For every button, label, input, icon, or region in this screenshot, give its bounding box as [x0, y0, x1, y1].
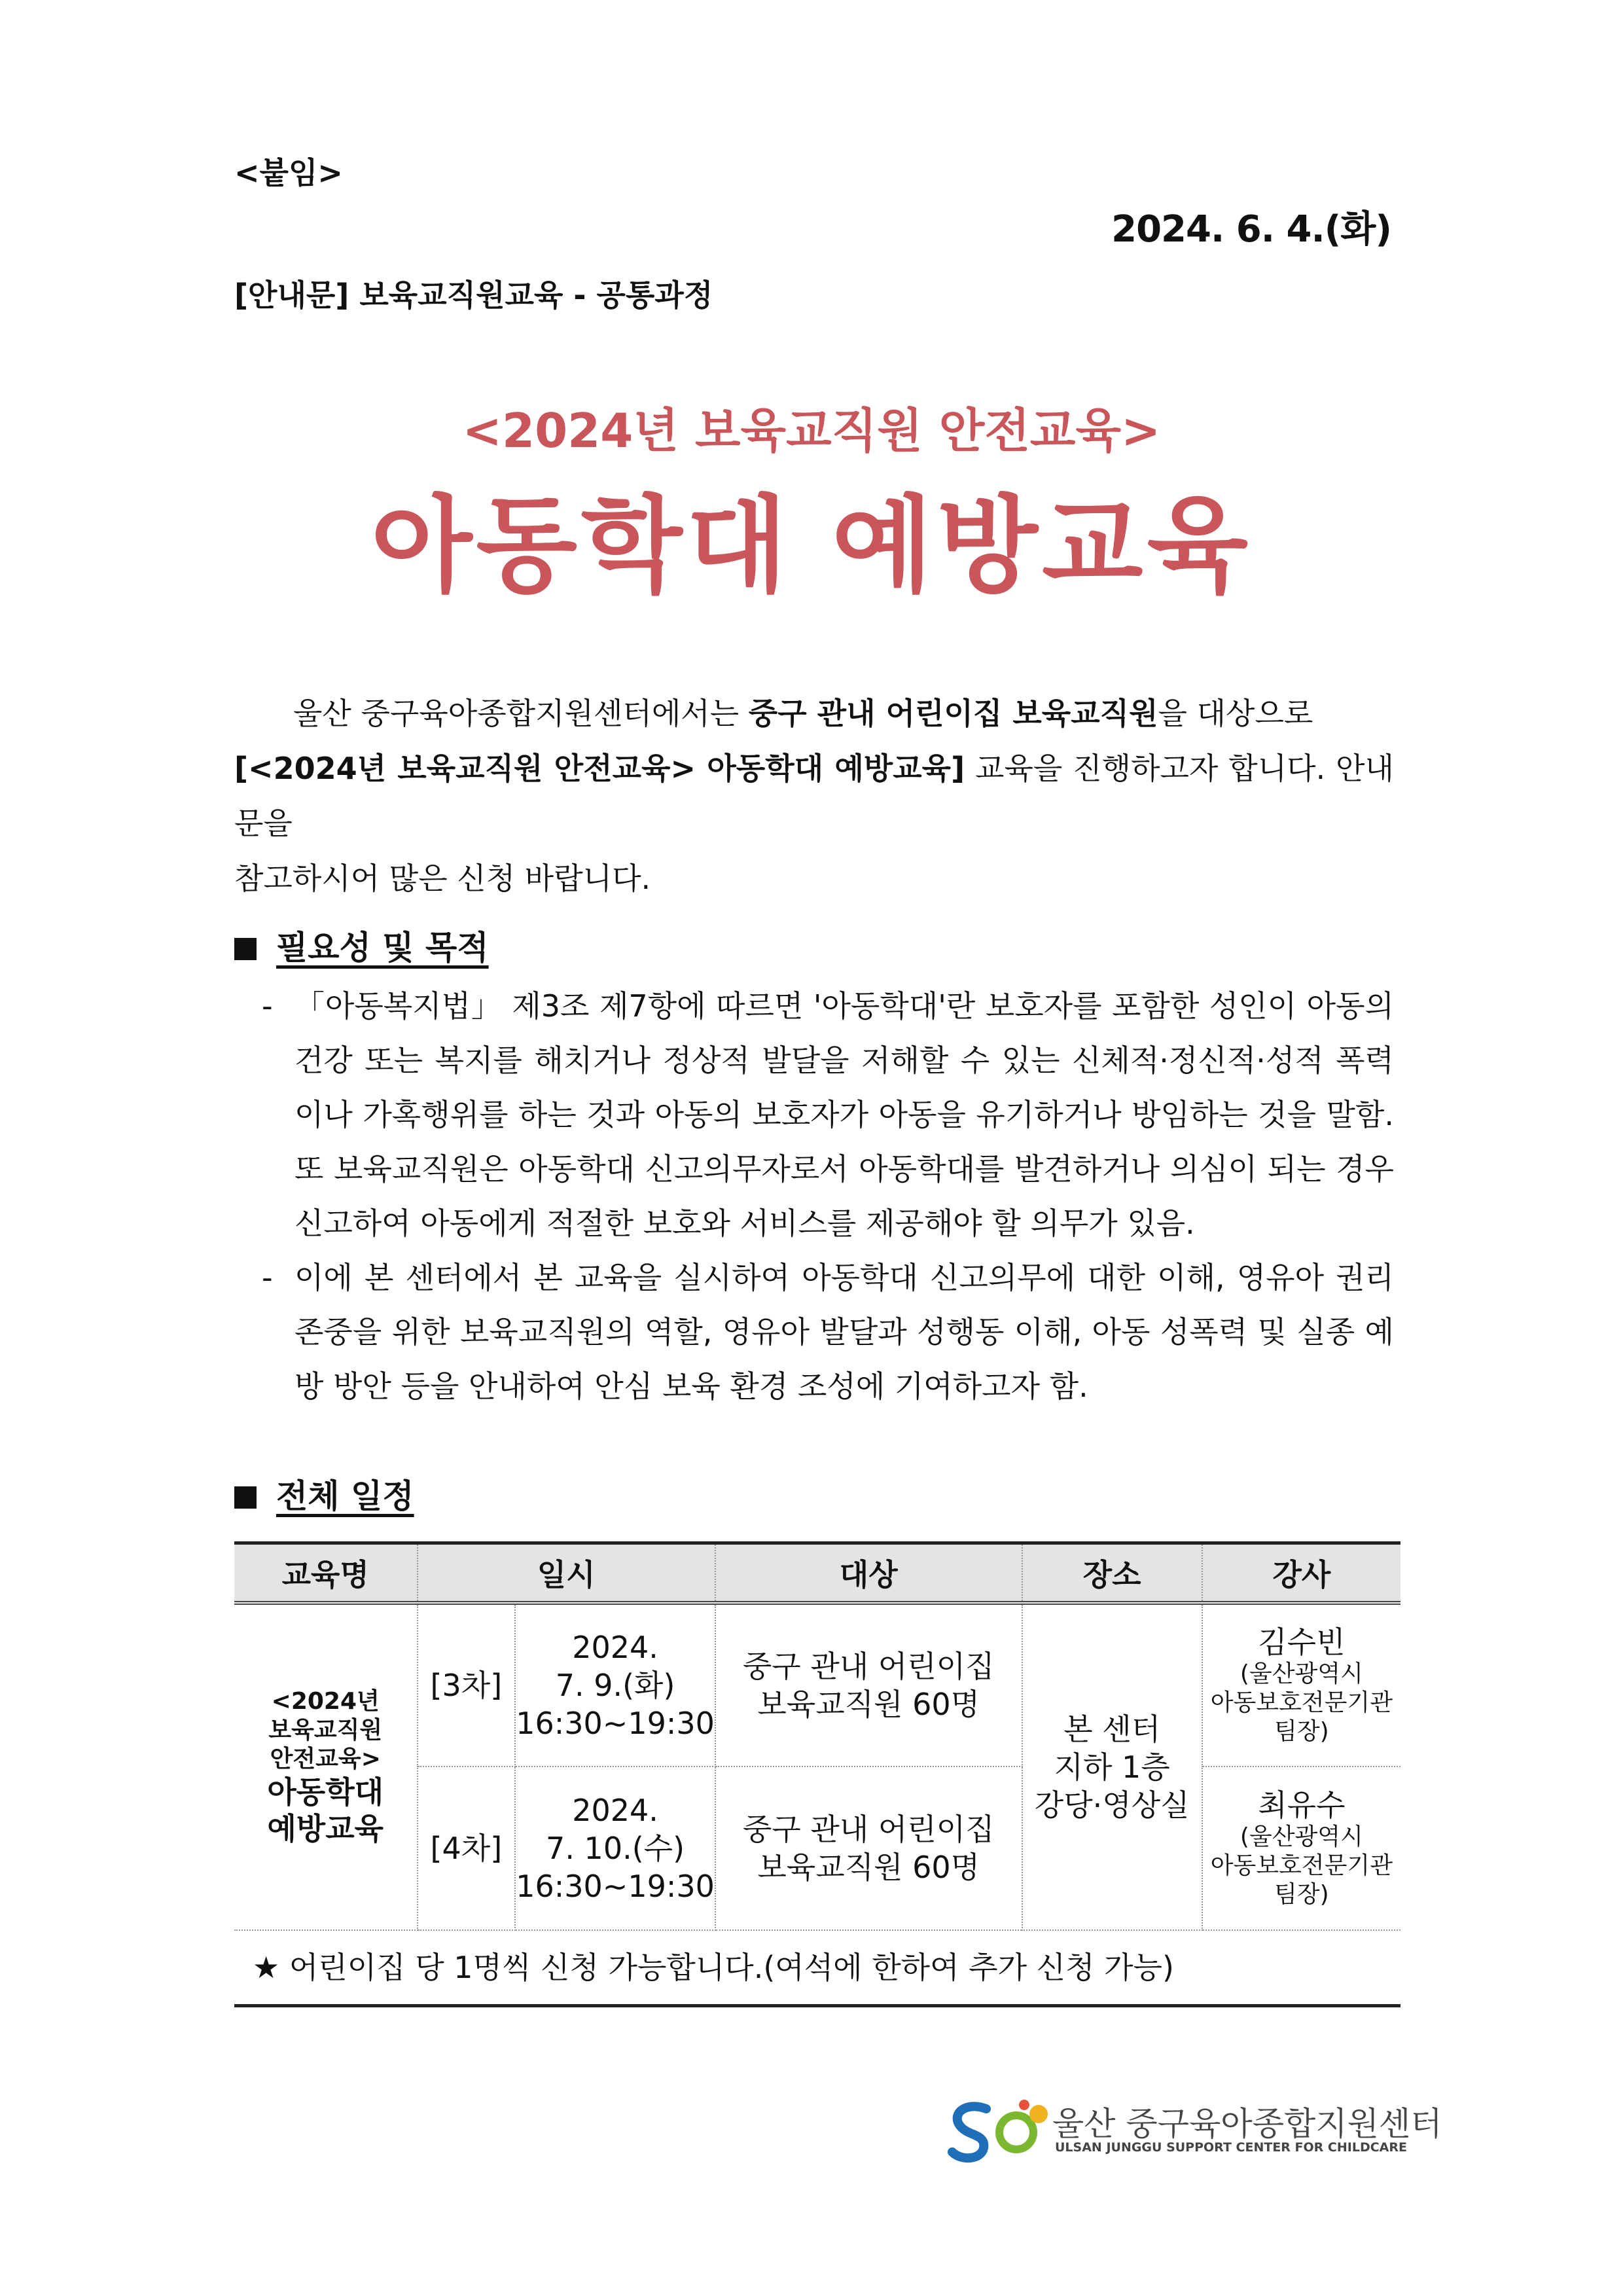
section-heading-purpose: [234, 922, 489, 969]
instructor-org-line: 아동보호전문기관: [1210, 1852, 1393, 1879]
center-name-korean: 울산 중구육아종합지원센터: [1052, 2105, 1442, 2143]
header-course: 교육명: [234, 1543, 418, 1604]
square-bullet-icon: [234, 938, 257, 960]
intro-line-2: [234, 741, 1394, 851]
section-heading-schedule: [234, 1470, 414, 1517]
list-item: [262, 1251, 1394, 1414]
square-bullet-icon: [234, 1486, 257, 1509]
dash-bullet: -: [262, 1260, 273, 1295]
target-cell: [715, 1603, 1022, 1767]
document-date: 2024. 6. 4.(화): [1111, 208, 1391, 251]
table-header-row: [234, 1543, 1400, 1604]
target-line: 보육교직원 60명: [757, 1850, 980, 1885]
purpose-bullet-list: [262, 979, 1394, 1414]
instructor-org-line: 아동보호전문기관: [1210, 1689, 1393, 1716]
course-name-line: 아동학대: [267, 1774, 384, 1810]
instructor-cell: [1202, 1767, 1400, 1930]
instructor-name: 최유수: [1258, 1787, 1346, 1823]
center-name-english: ULSAN JUNGGU SUPPORT CENTER FOR CHILDCARE: [1055, 2140, 1407, 2155]
dash-bullet: -: [262, 988, 273, 1024]
date-line: 7. 9.(화): [555, 1668, 675, 1703]
target-cell: [715, 1767, 1022, 1930]
intro-emphasis: [<2024년 보육교직원 안전교육> 아동학대 예방교육]: [234, 751, 965, 786]
course-name-cell: [234, 1603, 418, 1930]
date-line: 2024.: [572, 1630, 658, 1665]
intro-text: 울산 중구육아종합지원센터에서는: [293, 696, 749, 731]
event-title: 아동학대 예방교육: [370, 484, 1253, 607]
place-line: 강당·영상실: [1034, 1787, 1190, 1823]
intro-line-3: 참고하시어 많은 신청 바랍니다.: [234, 861, 651, 896]
round-cell: [3차]: [418, 1603, 516, 1767]
datetime-cell: [515, 1603, 715, 1767]
intro-text: 을 대상으로: [1158, 696, 1313, 731]
notice-title: [안내문] 보육교직원교육 - 공통과정: [234, 278, 713, 313]
intro-text: 교육을 진행하고자 합니다. 안내문을: [234, 751, 1394, 841]
event-subtitle: <2024년 보육교직원 안전교육>: [462, 403, 1161, 458]
course-name-line: <2024년: [271, 1688, 380, 1715]
instructor-org-line: 팀장): [1274, 1718, 1329, 1745]
time-line: 16:30~19:30: [516, 1869, 715, 1904]
table-note-row: [234, 1930, 1400, 2006]
list-item: [262, 979, 1394, 1251]
course-name-line: 안전교육>: [270, 1746, 381, 1772]
place-line: 지하 1층: [1054, 1749, 1170, 1785]
place-cell: [1022, 1603, 1202, 1930]
date-line: 7. 10.(수): [546, 1831, 685, 1866]
table-row: [234, 1603, 1400, 1767]
bullet-text: 「아동복지법」 제3조 제7항에 따르면 '아동학대'란 보호자를 포함한 성인이 아동의 건강 또는 복지를 해치거나 정상적 발달을 저해할 수 있는 신체적·정신적·성적 폭력이나 가혹행위를 하는 것과 아동의 보호자가 아동을 유기하거나 방임하는 것을 말함. 또 보육교직원은 아동학대 신고의무자로서 아동학대를 발견하거나 의심이 되는 경우 신고하여 아동에게 적절한 보호와 서비스를 제공해야 할 의무가 있음.: [294, 988, 1394, 1241]
datetime-cell: [515, 1767, 715, 1930]
place-line: 본 센터: [1063, 1712, 1161, 1747]
header-instructor: 강사: [1202, 1543, 1400, 1604]
instructor-org-line: (울산광역시: [1240, 1823, 1363, 1850]
schedule-table: [234, 1541, 1400, 2007]
instructor-name: 김수빈: [1258, 1624, 1346, 1660]
date-line: 2024.: [572, 1793, 658, 1828]
bullet-text: 이에 본 센터에서 본 교육을 실시하여 아동학대 신고의무에 대한 이해, 영유아 권리존중을 위한 보육교직원의 역할, 영유아 발달과 성행동 이해, 아동 성폭력 및 실종 예방 방안 등을 안내하여 안심 보육 환경 조성에 기여하고자 함.: [294, 1260, 1394, 1404]
course-name-line: 예방교육: [267, 1811, 384, 1846]
target-line: 중구 관내 어린이집: [742, 1812, 995, 1847]
course-name-line: 보육교직원: [268, 1717, 383, 1744]
round-cell: [4차]: [418, 1767, 516, 1930]
section-heading-text: 필요성 및 목적: [276, 929, 489, 967]
instructor-org-line: (울산광역시: [1240, 1660, 1363, 1687]
time-line: 16:30~19:30: [516, 1706, 715, 1741]
intro-emphasis: 중구 관내 어린이집 보육교직원: [748, 696, 1158, 731]
header-target: 대상: [715, 1543, 1022, 1604]
target-line: 중구 관내 어린이집: [742, 1649, 995, 1684]
section-heading-text: 전체 일정: [276, 1477, 414, 1515]
header-place: 장소: [1022, 1543, 1202, 1604]
target-line: 보육교직원 60명: [757, 1687, 980, 1722]
application-note: ★ 어린이집 당 1명씩 신청 가능합니다.(여석에 한하여 추가 신청 가능): [234, 1930, 1400, 2006]
header-datetime: 일시: [418, 1543, 715, 1604]
instructor-cell: [1202, 1603, 1400, 1767]
instructor-org-line: 팀장): [1274, 1881, 1329, 1908]
attachment-label: <붙임>: [234, 155, 343, 190]
intro-line-1: [234, 686, 1394, 741]
intro-paragraph: [234, 686, 1394, 906]
